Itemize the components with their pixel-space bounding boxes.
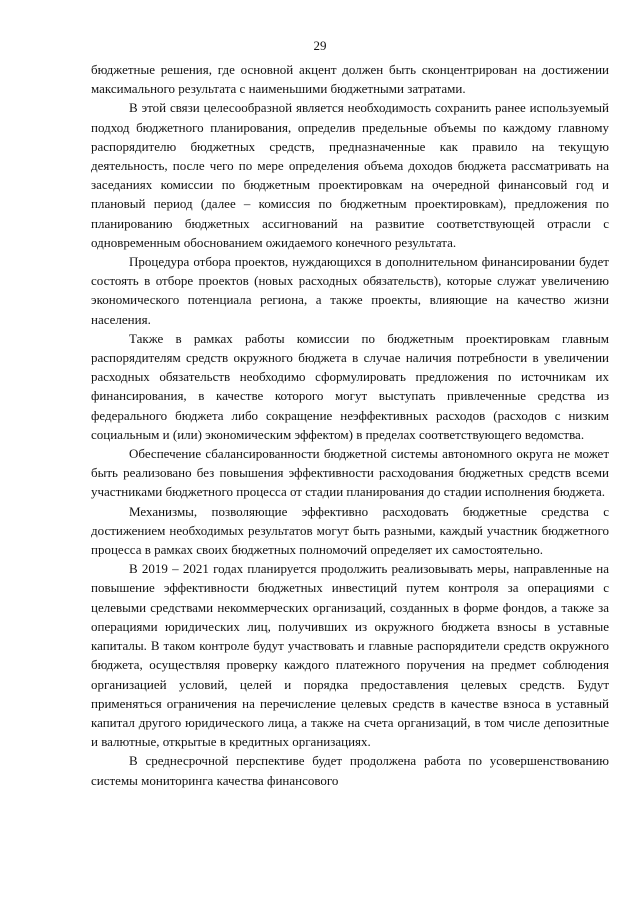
page-number: 29: [313, 38, 327, 53]
paragraph-2019-2021-measures: В 2019 – 2021 годах планируется продолжить реализовывать меры, направленные на повышение эффективности бюджетных инвестиций путем контроля за операциями с целевыми средствами некоммерческих организаций, созданных в форме фондов, а также за операциями юридических лиц, получивших из окружного бюджета взносы в уставные капиталы. В таком контроле будут участвовать и главные распорядители средств окружного бюджета, осуществляя проверку каждого платежного поручения на предмет соблюдения организацией условий, целей и порядка предоставления целевых средств. Будут применяться ограничения на перечисление целевых средств в качестве взноса в уставный капитал другого юридического лица, а также на счета организаций, в том числе депозитные и валютные, открытые в кредитных организациях.: [91, 561, 609, 750]
paragraph-mechanisms: Механизмы, позволяющие эффективно расходовать бюджетные средства с достижением необходимых результатов могут быть разными, каждый участник бюджетного процесса в рамках своих бюджетных полномочий определяет их самостоятельно.: [91, 503, 609, 558]
paragraph-budget-planning-approach: В этой связи целесообразной является необходимость сохранить ранее используемый подход бюджетного планирования, определив предельные объемы по каждому главному распорядителю бюджетных средств, предназначенные как правило на текущую деятельность, после чего по мере определения объема доходов бюджета рассматривать на заседаниях комиссии по бюджетным проектировкам на очередной финансовый год и плановый период (далее – комиссия по бюджетным проектировкам), предложения по планированию бюджетных ассигнований на развитие соответствующей отрасли с одновременным обоснованием ожидаемого конечного результата.: [91, 100, 609, 250]
paragraph-budget-balance: Обеспечение сбалансированности бюджетной системы автономного округа не может быть реализовано без повышения эффективности расходования бюджетных средств всеми участниками бюджетного процесса от стадии планирования до стадии исполнения бюджета.: [91, 446, 609, 500]
document-body: [91, 60, 609, 790]
paragraph-medium-term-perspective: В среднесрочной перспективе будет продолжена работа по усовершенствованию системы мониторинга качества финансового: [91, 753, 609, 788]
paragraph-project-selection: Процедура отбора проектов, нуждающихся в дополнительном финансировании будет состоять в отборе проектов (новых расходных обязательств), которые служат увеличению экономического потенциала региона, а также проекты, влияющие на качество жизни населения.: [91, 254, 609, 327]
paragraph-budget-decisions: бюджетные решения, где основной акцент должен быть сконцентрирован на достижении максимального результата с наименьшими бюджетными затратами.: [91, 62, 609, 97]
paragraph-commission-proposals: Также в рамках работы комиссии по бюджетным проектировкам главным распорядителям средств окружного бюджета в случае наличия потребности в увеличении расходных обязательств необходимо сформулировать предложения по источникам их финансирования, в качестве которого могут выступать привлеченные средства из федерального бюджета либо сокращение неэффективных расходов (расходов с низким социальным и (или) экономическим эффектом) в пределах соответствующего ведомства.: [91, 330, 609, 442]
